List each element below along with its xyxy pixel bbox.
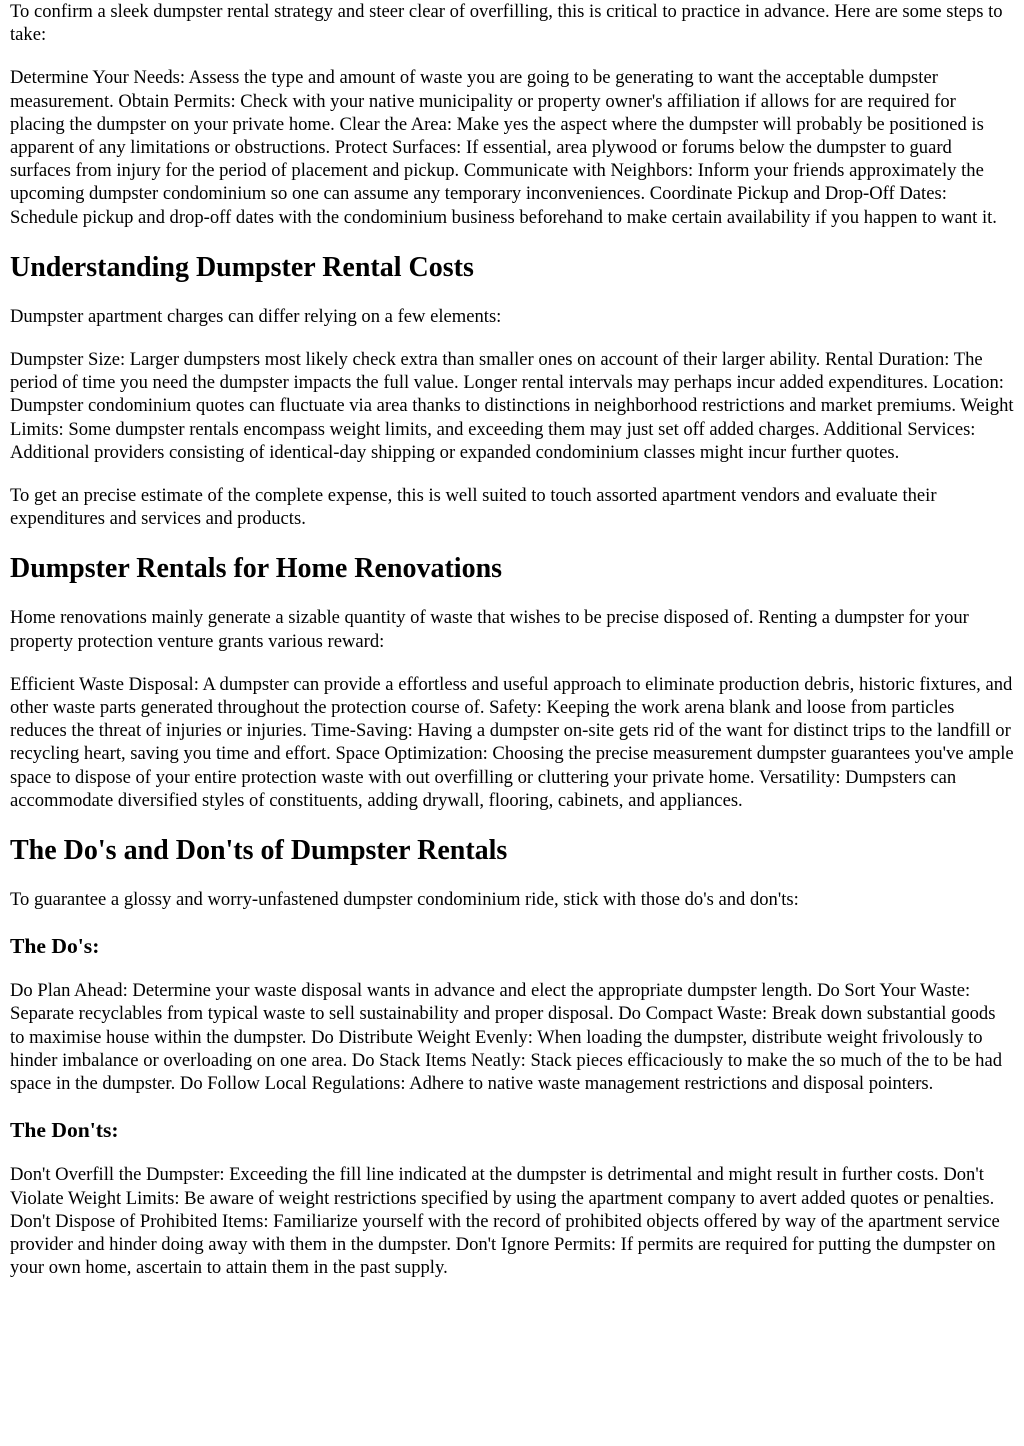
donts-paragraph: Don't Overfill the Dumpster: Exceeding the fill line indicated at the dumpster is detrimental and might result in further costs. Don't Violate Weight Limits: Be aware of weight restrictions specified by using the apartment company to avert added quotes or penalties. Don't Dispose of Prohibited Items: Familiarize yourself with the record of prohibited objects offered by way of the apartment service provider and hinder doing away with them in the dumpster. Don't Ignore Permits: If permits are required for putting the dumpster on your own home, ascertain to attain them in the past supply. <box>10 1164 1000 1279</box>
preparation-steps-paragraph: Determine Your Needs: Assess the type and amount of waste you are going to be generating to want the acceptable dumpster measurement. Obtain Permits: Check with your native municipality or property owner's affiliation if allows for are required for placing the dumpster on your private home. Clear the Area: Make yes the aspect where the dumpster will probably be positioned is apparent of any limitations or obstructions. Protect Surfaces: If essential, area plywood or forums below the dumpster to guard surfaces from injury for the period of placement and pickup. Communicate with Neighbors: Inform your friends approximately the upcoming dumpster condominium so one can assume any temporary inconveniences. Coordinate Pickup and Drop-Off Dates: Schedule pickup and drop-off dates with the condominium business beforehand to make certain availability if you happen to want it. <box>10 67 997 228</box>
intro-paragraph: To confirm a sleek dumpster rental strategy and steer clear of overfilling, this is critical to practice in advance. Here are some steps to take: <box>10 1 1003 46</box>
costs-heading: Understanding Dumpster Rental Costs <box>10 251 474 283</box>
dos-paragraph: Do Plan Ahead: Determine your waste disposal wants in advance and elect the appropriate dumpster length. Do Sort Your Waste: Separate recyclables from typical waste to sell sustainability and proper disposal. Do Compact Waste: Break down substantial goods to maximise house within the dumpster. Do Distribute Weight Evenly: When loading the dumpster, distribute weight frivolously to hinder imbalance or overloading on one area. Do Stack Items Neatly: Stack pieces efficaciously to make the so much of the to be had space in the dumpster. Do Follow Local Regulations: Adhere to native waste management restrictions and disposal pointers. <box>10 980 1003 1095</box>
renovations-intro-paragraph: Home renovations mainly generate a sizable quantity of waste that wishes to be precise disposed of. Renting a dumpster for your property protection venture grants various reward: <box>10 607 969 652</box>
renovations-benefits-paragraph: Efficient Waste Disposal: A dumpster can provide a effortless and useful approach to eliminate production debris, historic fixtures, and other waste parts generated throughout the protection course of. Safety: Keeping the work arena blank and loose from particles reduces the threat of injuries or injuries. Time-Saving: Having a dumpster on-site gets rid of the want for distinct trips to the landfill or recycling heart, saving you time and effort. Space Optimization: Choosing the precise measurement dumpster guarantees you've ample space to dispose of your entire protection waste with out overfilling or cluttering your private home. Versatility: Dumpsters can accommodate diversified styles of constituents, adding drywall, flooring, cabinets, and appliances. <box>10 673 1014 811</box>
renovations-heading: Dumpster Rentals for Home Renovations <box>10 553 503 585</box>
costs-factors-paragraph: Dumpster Size: Larger dumpsters most likely check extra than smaller ones on account of their larger ability. Rental Duration: The period of time you need the dumpster impacts the full value. Longer rental intervals may perhaps incur added expenditures. Location: Dumpster condominium quotes can fluctuate via area thanks to distinctions in neighborhood restrictions and market premiums. Weight Limits: Some dumpster rentals encompass weight limits, and exceeding them may just set off added charges. Additional Services: Additional providers consisting of identical-day shipping or expanded condominium classes might incur further quotes. <box>10 349 1014 463</box>
dos-donts-intro-paragraph: To guarantee a glossy and worry-unfastened dumpster condominium ride, stick with those do's and don'ts: <box>10 889 799 911</box>
costs-intro-paragraph: Dumpster apartment charges can differ relying on a few elements: <box>10 305 502 327</box>
costs-estimate-paragraph: To get an precise estimate of the complete expense, this is well suited to touch assorted apartment vendors and evaluate their expenditures and services and products. <box>10 485 937 530</box>
dos-donts-heading: The Do's and Don'ts of Dumpster Rentals <box>10 835 508 867</box>
dos-subheading: The Do's: <box>10 934 100 959</box>
donts-subheading: The Don'ts: <box>10 1118 119 1143</box>
